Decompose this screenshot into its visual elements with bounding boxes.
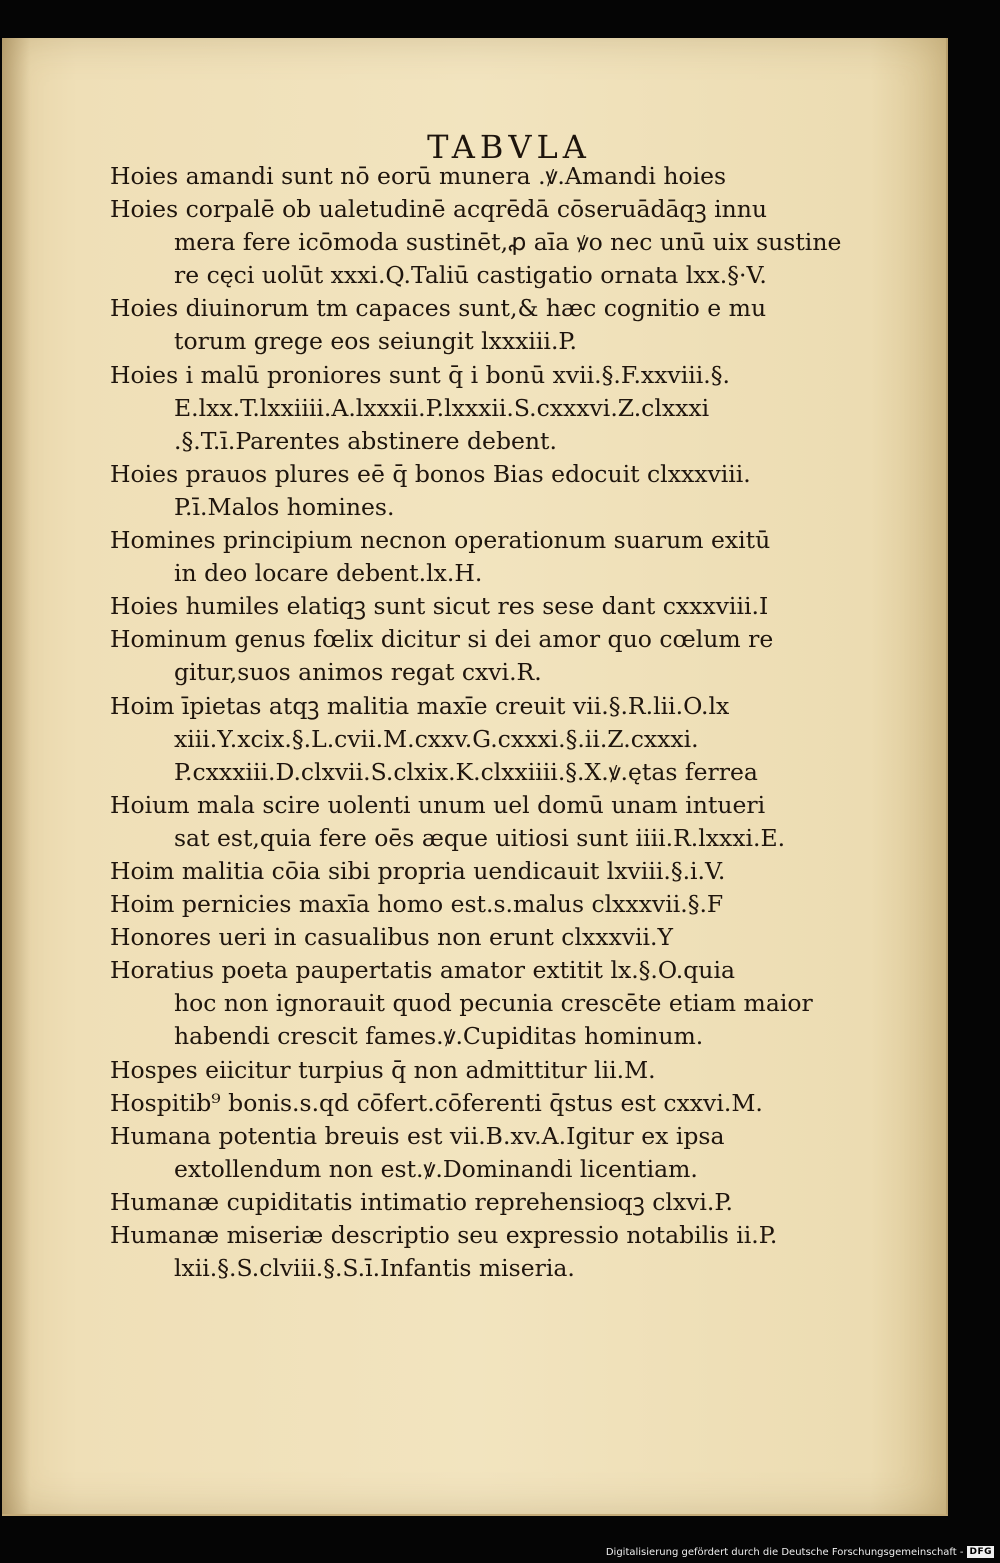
index-entry (110, 789, 830, 855)
index-entry (110, 1054, 830, 1087)
index-entry (110, 954, 830, 1053)
entry-first-line: Hoies corpalē ob ualetudinē acqrēdā cōseruādāqꝫ innu (110, 195, 767, 224)
entry-first-line: Hospes eiicitur turpius q̄ non admittitur lii.M. (110, 1055, 656, 1084)
entry-first-line: Hominum genus fœlix dicitur si dei amor quo cœlum re (110, 625, 774, 654)
entry-continuation-line: lxii.§.S.clviii.§.S.ī.Infantis miseria. (174, 1254, 575, 1283)
index-entry (110, 458, 830, 524)
entry-first-line: Hoim īpietas atqꝫ malitia maxīe creuit vii.§.R.lii.O.lx (110, 691, 730, 720)
entry-first-line: Hoies prauos plures eē q̄ bonos Bias edocuit clxxxviii. (110, 459, 751, 488)
entry-first-line: Hoim malitia cōia sibi propria uendicauit lxviii.§.i.V. (110, 856, 726, 885)
index-entry (110, 1219, 830, 1285)
entry-continuation-line: habendi crescit fames.ꝟ.Cupiditas hominum. (174, 1022, 704, 1051)
entry-continuation-line: extollendum non est.ꝟ.Dominandi licentiam. (174, 1154, 698, 1183)
index-entry (110, 292, 830, 358)
entry-continuation-line: xiii.Y.xcix.§.L.cvii.M.cxxv.G.cxxxi.§.ii.Z.cxxxi. (174, 724, 699, 753)
index-entry (110, 160, 830, 193)
entry-first-line: Homines principium necnon operationum suarum exitū (110, 526, 771, 555)
index-entry (110, 623, 830, 689)
index-entry (110, 590, 830, 623)
entry-continuation-line: .§.T.ī.Parentes abstinere debent. (174, 426, 557, 455)
entry-continuation-line: hoc non ignorauit quod pecunia crescēte etiam maior (174, 989, 813, 1018)
index-entry (110, 855, 830, 888)
entry-first-line: Hoies humiles elatiqꝫ sunt sicut res sese dant cxxxviii.I (110, 592, 769, 621)
entry-continuation-line: in deo locare debent.lx.H. (174, 559, 483, 588)
page-heading: TABVLA (427, 128, 591, 166)
entry-continuation-line: P.ī.Malos homines. (174, 492, 395, 521)
index-entry (110, 1087, 830, 1120)
index-entry (110, 690, 830, 789)
entry-first-line: Honores ueri in casualibus non erunt clxxxvii.Y (110, 923, 674, 952)
entry-first-line: Humana potentia breuis est vii.B.xv.A.Igitur ex ipsa (110, 1121, 725, 1150)
entry-continuation-line: mera fere icōmoda sustinēt,ꝓ aīa ꝟo nec unū uix sustine (174, 228, 842, 257)
entry-continuation-line: torum grege eos seiungit lxxxiii.P. (174, 327, 577, 356)
index-entries (110, 160, 842, 1285)
footer-credit: Digitalisierung gefördert durch die Deutsche Forschungsgemeinschaft - (605, 1546, 964, 1558)
index-entry (110, 193, 842, 292)
entry-first-line: Hoies amandi sunt nō eorū munera .ꝟ.Amandi hoies (110, 162, 727, 190)
index-entry (110, 1186, 830, 1219)
digitization-footer (0, 1543, 994, 1561)
index-entry (110, 921, 830, 954)
entry-first-line: Humanæ cupiditatis intimatio reprehensioqꝫ clxvi.P. (110, 1187, 733, 1216)
entry-first-line: Humanæ miseriæ descriptio seu expressio notabilis ii.P. (110, 1221, 778, 1249)
entry-continuation-line: sat est,quia fere oēs æque uitiosi sunt iiii.R.lxxxi.E. (174, 823, 786, 852)
dfg-logo-icon: DFG (969, 1547, 992, 1557)
entry-first-line: Hoies diuinorum tm capaces sunt,& hæc cognitio e mu (110, 294, 767, 323)
index-entry (110, 359, 830, 458)
entry-continuation-line: P.cxxxiii.D.clxvii.S.clxix.K.clxxiiii.§.X.ꝟ.ętas ferrea (174, 757, 758, 786)
entry-continuation-line: E.lxx.T.lxxiiii.A.lxxxii.P.lxxxii.S.cxxxvi.Z.clxxxi (174, 393, 710, 422)
index-entry (110, 1120, 830, 1186)
entry-continuation-line: gitur,suos animos regat cxvi.R. (174, 658, 542, 687)
entry-first-line: Hoium mala scire uolenti unum uel domū unam intueri (110, 790, 766, 819)
entry-first-line: Hoies i malū proniores sunt q̄ i bonū xvii.§.F.xxviii.§. (110, 360, 730, 389)
index-entry (110, 524, 830, 590)
book-page (2, 38, 948, 1516)
entry-continuation-line: re cęci uolūt xxxi.Q.Taliū castigatio ornata lxx.§·V. (174, 261, 767, 290)
entry-first-line: Hoim pernicies maxīa homo est.s.malus clxxxvii.§.F (110, 890, 724, 919)
entry-first-line: Horatius poeta paupertatis amator extitit lx.§.O.quia (110, 956, 735, 985)
entry-first-line: Hospitib⁹ bonis.s.qd cōfert.cōferenti q̄stus est cxxvi.M. (110, 1088, 763, 1117)
index-entry (110, 888, 830, 921)
